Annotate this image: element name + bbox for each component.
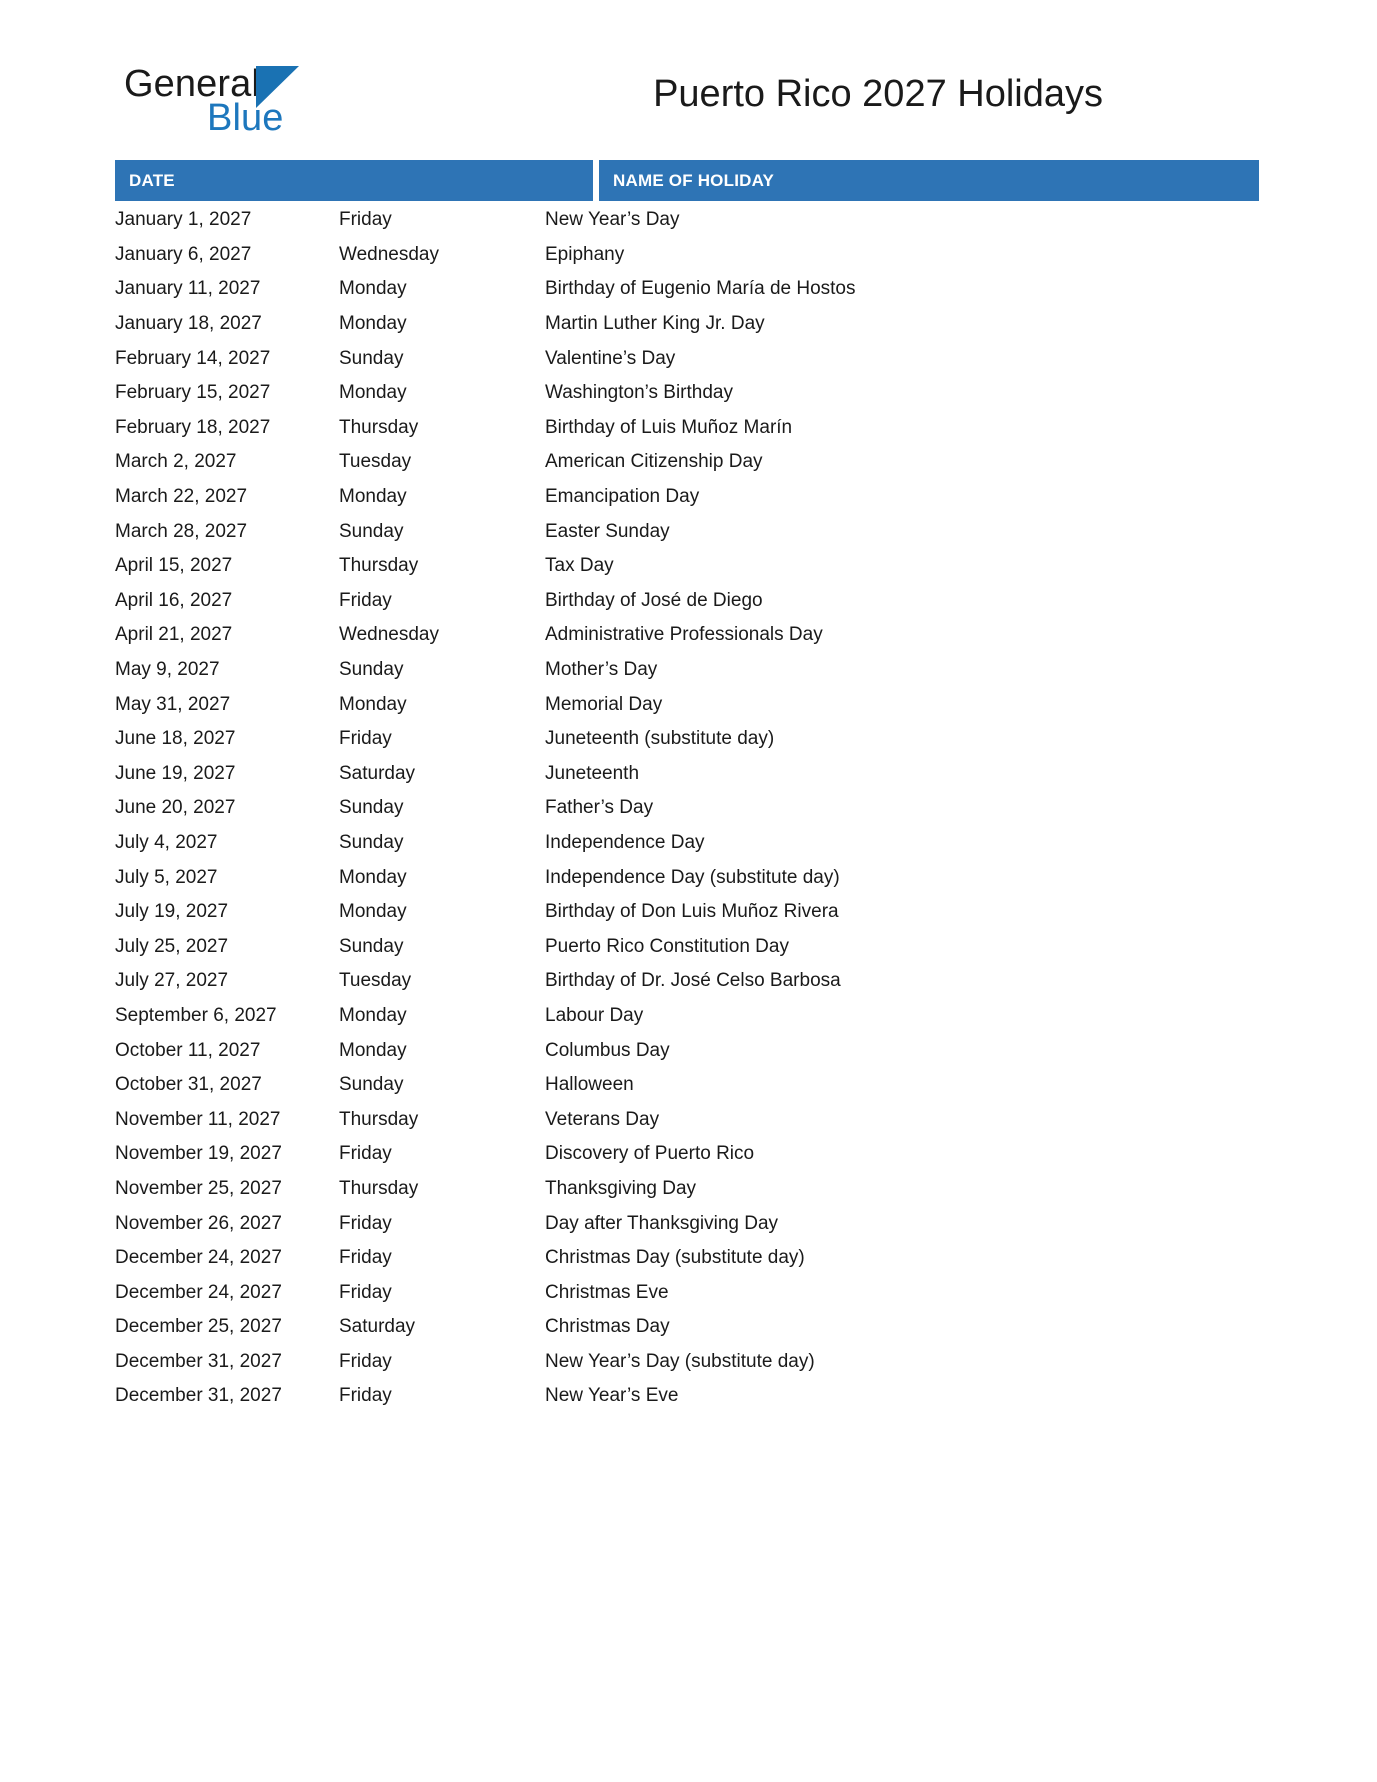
table-row (115, 1275, 1259, 1310)
cell-holiday-name: Administrative Professionals Day (545, 624, 823, 646)
cell-holiday-name: New Year’s Eve (545, 1385, 679, 1407)
cell-day-of-week: Monday (339, 278, 407, 300)
cell-date: October 11, 2027 (115, 1039, 261, 1061)
cell-date: March 28, 2027 (115, 520, 248, 542)
cell-day-of-week: Friday (339, 1247, 392, 1269)
cell-date: October 31, 2027 (115, 1074, 262, 1096)
table-row (115, 307, 1259, 342)
cell-day-of-week: Saturday (339, 1316, 416, 1338)
cell-date: November 11, 2027 (115, 1108, 281, 1130)
cell-holiday-name: Puerto Rico Constitution Day (545, 935, 789, 957)
cell-day-of-week: Monday (339, 866, 407, 888)
table-row (115, 929, 1259, 964)
cell-day-of-week: Sunday (339, 935, 404, 957)
cell-day-of-week: Thursday (339, 1177, 419, 1199)
table-row (115, 1068, 1259, 1103)
cell-day-of-week: Sunday (339, 1074, 404, 1096)
cell-date: May 31, 2027 (115, 693, 231, 715)
cell-date: January 11, 2027 (115, 278, 261, 300)
cell-day-of-week: Friday (339, 1281, 392, 1303)
cell-day-of-week: Monday (339, 693, 407, 715)
cell-day-of-week: Friday (339, 1143, 392, 1165)
cell-holiday-name: Independence Day (substitute day) (545, 866, 840, 888)
table-row (115, 722, 1259, 757)
cell-holiday-name: Juneteenth (substitute day) (545, 728, 775, 750)
cell-date: June 19, 2027 (115, 762, 236, 784)
cell-date: July 5, 2027 (115, 866, 218, 888)
cell-day-of-week: Sunday (339, 347, 404, 369)
table-row (115, 999, 1259, 1034)
column-header-name-of-holiday: NAME OF HOLIDAY (599, 160, 1259, 201)
cell-date: April 15, 2027 (115, 555, 233, 577)
cell-day-of-week: Friday (339, 589, 392, 611)
table-row (115, 826, 1259, 861)
cell-day-of-week: Tuesday (339, 970, 412, 992)
table-row (115, 1102, 1259, 1137)
cell-day-of-week: Wednesday (339, 624, 439, 646)
cell-holiday-name: Halloween (545, 1074, 634, 1096)
logo-word-blue: Blue (207, 97, 284, 139)
table-row (115, 411, 1259, 446)
table-row (115, 687, 1259, 722)
cell-holiday-name: Tax Day (545, 555, 614, 577)
cell-date: November 19, 2027 (115, 1143, 282, 1165)
cell-holiday-name: Birthday of Luis Muñoz Marín (545, 416, 793, 438)
cell-date: January 1, 2027 (115, 209, 252, 231)
cell-holiday-name: New Year’s Day (545, 209, 680, 231)
cell-date: June 20, 2027 (115, 797, 236, 819)
cell-day-of-week: Monday (339, 1004, 407, 1026)
cell-day-of-week: Thursday (339, 416, 419, 438)
cell-day-of-week: Thursday (339, 555, 419, 577)
table-row (115, 238, 1259, 273)
cell-holiday-name: Easter Sunday (545, 520, 670, 542)
cell-holiday-name: Emancipation Day (545, 486, 700, 508)
page-title: Puerto Rico 2027 Holidays (653, 73, 1103, 115)
cell-day-of-week: Monday (339, 486, 407, 508)
cell-holiday-name: Birthday of Dr. José Celso Barbosa (545, 970, 841, 992)
table-row (115, 445, 1259, 480)
cell-holiday-name: Martin Luther King Jr. Day (545, 313, 765, 335)
general-blue-logo (124, 62, 384, 144)
cell-holiday-name: Christmas Day (substitute day) (545, 1247, 805, 1269)
table-row (115, 653, 1259, 688)
cell-date: June 18, 2027 (115, 728, 236, 750)
cell-holiday-name: American Citizenship Day (545, 451, 763, 473)
cell-day-of-week: Tuesday (339, 451, 412, 473)
cell-date: February 15, 2027 (115, 382, 271, 404)
cell-date: February 14, 2027 (115, 347, 271, 369)
cell-holiday-name: Memorial Day (545, 693, 663, 715)
cell-holiday-name: Thanksgiving Day (545, 1177, 697, 1199)
cell-date: December 31, 2027 (115, 1385, 282, 1407)
page-header (0, 0, 1377, 160)
table-row (115, 1241, 1259, 1276)
cell-date: January 6, 2027 (115, 243, 252, 265)
cell-date: December 24, 2027 (115, 1281, 282, 1303)
table-row (115, 1172, 1259, 1207)
cell-holiday-name: Day after Thanksgiving Day (545, 1212, 779, 1234)
cell-holiday-name: Mother’s Day (545, 659, 658, 681)
table-row (115, 964, 1259, 999)
table-row (115, 514, 1259, 549)
cell-holiday-name: Veterans Day (545, 1108, 660, 1130)
cell-date: December 24, 2027 (115, 1247, 282, 1269)
table-row (115, 272, 1259, 307)
cell-holiday-name: Birthday of Eugenio María de Hostos (545, 278, 856, 300)
cell-holiday-name: Labour Day (545, 1004, 644, 1026)
cell-holiday-name: Washington’s Birthday (545, 382, 733, 404)
table-row (115, 1379, 1259, 1414)
cell-day-of-week: Monday (339, 313, 407, 335)
table-row (115, 584, 1259, 619)
cell-day-of-week: Wednesday (339, 243, 439, 265)
cell-date: December 31, 2027 (115, 1350, 282, 1372)
cell-date: May 9, 2027 (115, 659, 220, 681)
table-row (115, 1033, 1259, 1068)
table-row (115, 1206, 1259, 1241)
table-row (115, 791, 1259, 826)
cell-day-of-week: Sunday (339, 797, 404, 819)
cell-day-of-week: Friday (339, 209, 392, 231)
cell-date: March 22, 2027 (115, 486, 248, 508)
table-row (115, 480, 1259, 515)
cell-holiday-name: Discovery of Puerto Rico (545, 1143, 755, 1165)
cell-day-of-week: Saturday (339, 762, 416, 784)
cell-day-of-week: Sunday (339, 831, 404, 853)
table-body (115, 201, 1259, 1414)
table-row (115, 618, 1259, 653)
table-row (115, 549, 1259, 584)
logo-word-general: General (124, 63, 260, 105)
cell-holiday-name: Valentine’s Day (545, 347, 676, 369)
cell-holiday-name: Juneteenth (545, 762, 640, 784)
cell-date: April 21, 2027 (115, 624, 233, 646)
cell-date: July 19, 2027 (115, 901, 229, 923)
cell-date: December 25, 2027 (115, 1316, 282, 1338)
cell-date: February 18, 2027 (115, 416, 271, 438)
cell-day-of-week: Friday (339, 1350, 392, 1372)
cell-holiday-name: Epiphany (545, 243, 625, 265)
cell-date: July 4, 2027 (115, 831, 218, 853)
table-row (115, 860, 1259, 895)
cell-date: September 6, 2027 (115, 1004, 277, 1026)
cell-holiday-name: Christmas Eve (545, 1281, 669, 1303)
cell-holiday-name: Independence Day (545, 831, 705, 853)
cell-day-of-week: Friday (339, 1212, 392, 1234)
cell-date: November 25, 2027 (115, 1177, 282, 1199)
table-row (115, 1137, 1259, 1172)
column-header-date: DATE (115, 160, 593, 201)
cell-holiday-name: Christmas Day (545, 1316, 670, 1338)
table-row (115, 1310, 1259, 1345)
table-row (115, 376, 1259, 411)
table-row (115, 895, 1259, 930)
cell-day-of-week: Monday (339, 1039, 407, 1061)
cell-day-of-week: Friday (339, 728, 392, 750)
table-header-row (115, 160, 1259, 201)
cell-holiday-name: Father’s Day (545, 797, 654, 819)
cell-holiday-name: Birthday of Don Luis Muñoz Rivera (545, 901, 839, 923)
cell-day-of-week: Monday (339, 901, 407, 923)
cell-day-of-week: Sunday (339, 520, 404, 542)
table-row (115, 341, 1259, 376)
cell-date: November 26, 2027 (115, 1212, 282, 1234)
cell-date: April 16, 2027 (115, 589, 233, 611)
table-row (115, 203, 1259, 238)
cell-day-of-week: Friday (339, 1385, 392, 1407)
table-row (115, 1345, 1259, 1380)
holidays-table (115, 160, 1259, 1414)
cell-date: July 25, 2027 (115, 935, 229, 957)
cell-day-of-week: Sunday (339, 659, 404, 681)
cell-date: July 27, 2027 (115, 970, 229, 992)
cell-day-of-week: Monday (339, 382, 407, 404)
cell-holiday-name: Birthday of José de Diego (545, 589, 763, 611)
cell-date: March 2, 2027 (115, 451, 237, 473)
cell-day-of-week: Thursday (339, 1108, 419, 1130)
table-row (115, 757, 1259, 792)
cell-holiday-name: New Year’s Day (substitute day) (545, 1350, 815, 1372)
cell-holiday-name: Columbus Day (545, 1039, 670, 1061)
cell-date: January 18, 2027 (115, 313, 262, 335)
